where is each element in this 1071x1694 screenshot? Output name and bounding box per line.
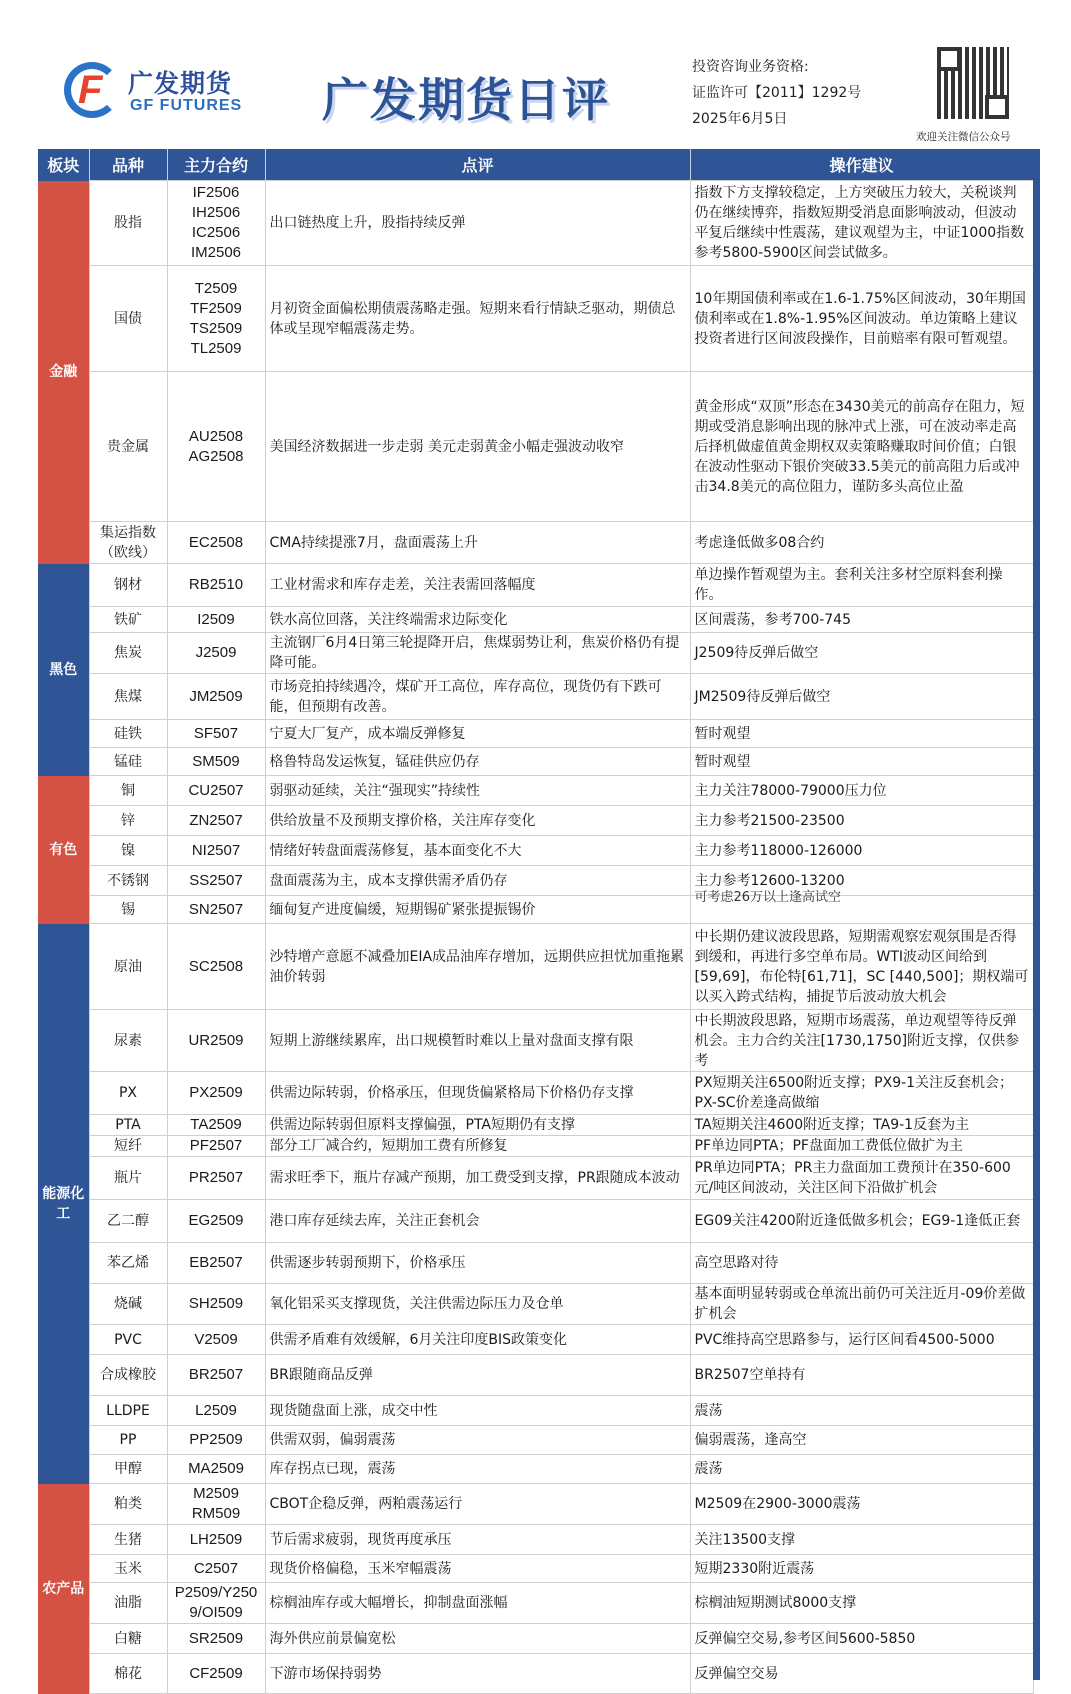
table-row [38, 1396, 1033, 1426]
comment-cell: 主流钢厂6月4日第三轮提降开启，焦煤弱势让利，焦炭价格仍有提降可能。 [265, 633, 690, 674]
comment-cell: 下游市场保持弱势 [265, 1654, 690, 1694]
variety-cell: 合成橡胶 [89, 1355, 167, 1396]
variety-cell: 集运指数（欧线） [89, 522, 167, 564]
contract-cell: AU2508 AG2508 [167, 372, 265, 522]
table-row [38, 1484, 1033, 1525]
advice-cell: 黄金形成“双顶”形态在3430美元的前高存在阻力，短期或受消息影响出现的脉冲式上涨，可在波动率走高后择机做虚值黄金期权双卖策略赚取时间价值；白银在波动性驱动下银价突破33.5美元的前高阻力后或冲击34.8美元的高位阻力，谨防多头高位止盈 [690, 372, 1033, 522]
variety-cell: PX [89, 1072, 167, 1115]
table-row [38, 633, 1033, 674]
variety-cell: 玉米 [89, 1555, 167, 1583]
comment-cell: 现货随盘面上涨，成交中性 [265, 1396, 690, 1426]
advice-cell: PVC维持高空思路参与，运行区间看4500-5000 [690, 1325, 1033, 1355]
advice-cell: 棕榈油短期测试8000支撑 [690, 1583, 1033, 1624]
advice-cell: PF单边同PTA；PF盘面加工费低位做扩为主 [690, 1136, 1033, 1157]
contract-cell: EB2507 [167, 1243, 265, 1284]
variety-cell: PVC [89, 1325, 167, 1355]
advice-cell: 10年期国债利率或在1.6-1.75%区间波动，30年期国债利率或在1.8%-1.95%区间波动。单边策略上建议投资者进行区间波段操作，目前赔率有限可暂观望。 [690, 266, 1033, 372]
contract-cell: SM509 [167, 748, 265, 776]
contract-cell: ZN2507 [167, 806, 265, 836]
advice-cell: 指数下方支撑较稳定，上方突破压力较大，关税谈判仍在继续博弈，指数短期受消息面影响波动，但波动平复后继续中性震荡，建议观望为主，中证1000指数参考5800-5900区间尝试做多。 [690, 181, 1033, 266]
variety-cell: 焦炭 [89, 633, 167, 674]
advice-text: 可考虑26万以上逢高试空 [694, 890, 842, 905]
table-row [38, 1455, 1033, 1484]
page-title: 广发期货日评 [322, 73, 610, 127]
col-contract: 主力合约 [167, 149, 265, 181]
sector-cell: 金融 [38, 181, 89, 564]
qualification-label: 投资咨询业务资格: [692, 59, 809, 75]
daily-review-table [38, 149, 1034, 1694]
gf-futures-logo [64, 62, 254, 122]
advice-cell: PR单边同PTA；PR主力盘面加工费预计在350-600元/吨区间波动，关注区间下沿做扩机会 [690, 1157, 1033, 1200]
table-row [38, 836, 1033, 866]
sector-cell: 能源化工 [38, 924, 89, 1484]
right-border [1033, 149, 1040, 1680]
contract-cell: J2509 [167, 633, 265, 674]
comment-cell: 弱驱动延续，关注“强现实”持续性 [265, 776, 690, 806]
comment-cell: 盘面震荡为主，成本支撑供需矛盾仍存 [265, 866, 690, 896]
variety-cell: 不锈钢 [89, 866, 167, 896]
advice-cell: 主力关注78000-79000压力位 [690, 776, 1033, 806]
variety-cell: 焦煤 [89, 674, 167, 720]
report-date: 2025年6月5日 [692, 111, 788, 127]
table-row [38, 522, 1033, 564]
variety-cell: 钢材 [89, 564, 167, 607]
advice-cell: JM2509待反弹后做空 [690, 674, 1033, 720]
table-row [38, 1654, 1033, 1694]
col-sector: 板块 [38, 149, 89, 181]
advice-cell: 中长期波段思路，短期市场震荡，单边观望等待反弹机会。主力合约关注[1730,1750]附近支撑，仅供参考 [690, 1010, 1033, 1072]
contract-cell: SS2507 [167, 866, 265, 896]
contract-cell: L2509 [167, 1396, 265, 1426]
comment-cell: BR跟随商品反弹 [265, 1355, 690, 1396]
contract-cell: SH2509 [167, 1284, 265, 1325]
variety-cell: 烧碱 [89, 1284, 167, 1325]
advice-cell: 主力参考118000-126000 [690, 836, 1033, 866]
variety-cell: 国债 [89, 266, 167, 372]
variety-cell: 白糖 [89, 1624, 167, 1654]
contract-cell: EG2509 [167, 1200, 265, 1243]
contract-cell: CU2507 [167, 776, 265, 806]
variety-cell: PTA [89, 1115, 167, 1136]
table-row [38, 1284, 1033, 1325]
contract-cell: C2507 [167, 1555, 265, 1583]
table-row [38, 1243, 1033, 1284]
comment-cell: CMA持续提涨7月，盘面震荡上升 [265, 522, 690, 564]
advice-cell: 考虑逢低做多08合约 [690, 522, 1033, 564]
comment-cell: 库存拐点已现，震荡 [265, 1455, 690, 1484]
contract-cell: PP2509 [167, 1426, 265, 1455]
table-row [38, 1355, 1033, 1396]
advice-cell: M2509在2900-3000震荡 [690, 1484, 1033, 1525]
comment-cell: 缅甸复产进度偏缓，短期锡矿紧张提振锡价 [265, 896, 690, 924]
contract-cell: LH2509 [167, 1525, 265, 1555]
table-row [38, 924, 1033, 1010]
advice-cell: TA短期关注4600附近支撑；TA9-1反套为主 [690, 1115, 1033, 1136]
license-number: 证监许可【2011】1292号 [692, 85, 862, 101]
table-row [38, 1072, 1033, 1115]
advice-cell: 高空思路对待 [690, 1243, 1033, 1284]
advice-cell: 基本面明显转弱或仓单流出前仍可关注近月-09价差做扩机会 [690, 1284, 1033, 1325]
comment-cell: 港口库存延续去库，关注正套机会 [265, 1200, 690, 1243]
qr-caption: 欢迎关注微信公众号 [916, 131, 1011, 143]
variety-cell: 铁矿 [89, 607, 167, 633]
table-row [38, 1200, 1033, 1243]
contract-cell: TA2509 [167, 1115, 265, 1136]
table-row [38, 748, 1033, 776]
advice-cell: 暂时观望 [690, 748, 1033, 776]
advice-cell: 单边操作暂观望为主。套利关注多材空原料套利操作。 [690, 564, 1033, 607]
variety-cell: 硅铁 [89, 720, 167, 748]
col-comment: 点评 [265, 149, 690, 181]
table-row [38, 266, 1033, 372]
variety-cell: 瓶片 [89, 1157, 167, 1200]
contract-cell: M2509 RM509 [167, 1484, 265, 1525]
variety-cell: 镍 [89, 836, 167, 866]
logo-en: GF FUTURES [130, 97, 243, 114]
table-row [38, 1157, 1033, 1200]
comment-cell: 宁夏大厂复产，成本端反弹修复 [265, 720, 690, 748]
advice-cell: BR2507空单持有 [690, 1355, 1033, 1396]
variety-cell: 生猪 [89, 1525, 167, 1555]
table-row [38, 1555, 1033, 1583]
comment-cell: 情绪好转盘面震荡修复，基本面变化不大 [265, 836, 690, 866]
table-row [38, 1525, 1033, 1555]
table-row [38, 1136, 1033, 1157]
advice-cell: 短期2330附近震荡 [690, 1555, 1033, 1583]
comment-cell: 短期上游继续累库，出口规模暂时难以上量对盘面支撑有限 [265, 1010, 690, 1072]
contract-cell: UR2509 [167, 1010, 265, 1072]
table-row [38, 564, 1033, 607]
comment-cell: CBOT企稳反弹，两粕震荡运行 [265, 1484, 690, 1525]
contract-cell: T2509 TF2509 TS2509 TL2509 [167, 266, 265, 372]
contract-cell: SC2508 [167, 924, 265, 1010]
comment-cell: 节后需求疲弱，现货再度承压 [265, 1525, 690, 1555]
col-variety: 品种 [89, 149, 167, 181]
advice-cell [690, 890, 1033, 924]
comment-cell: 工业材需求和库存走差，关注表需回落幅度 [265, 564, 690, 607]
table-row [38, 1010, 1033, 1072]
table-row [38, 806, 1033, 836]
sector-cell: 有色 [38, 776, 89, 924]
comment-cell: 供需矛盾难有效缓解，6月关注印度BIS政策变化 [265, 1325, 690, 1355]
contract-cell: SR2509 [167, 1624, 265, 1654]
contract-cell: PR2507 [167, 1157, 265, 1200]
advice-cell: 偏弱震荡，逢高空 [690, 1426, 1033, 1455]
contract-cell: RB2510 [167, 564, 265, 607]
contract-cell: JM2509 [167, 674, 265, 720]
variety-cell: 甲醇 [89, 1455, 167, 1484]
variety-cell: 油脂 [89, 1583, 167, 1624]
variety-cell: 贵金属 [89, 372, 167, 522]
table-row [38, 181, 1033, 266]
variety-cell: 粕类 [89, 1484, 167, 1525]
contract-cell: CF2509 [167, 1654, 265, 1694]
advice-cell: 震荡 [690, 1396, 1033, 1426]
advice-cell: 中长期仍建议波段思路，短期需观察宏观氛围是否得到缓和，再进行多空单布局。WTI波动区间给到[59,69]，布伦特[61,71]，SC [440,500]；期权端可以买入跨式结构，捕捉节后波动放大机会 [690, 924, 1033, 1010]
table-row [38, 1583, 1033, 1624]
contract-cell: P2509/Y2509/OI509 [167, 1583, 265, 1624]
table-row [38, 1115, 1033, 1136]
comment-cell: 海外供应前景偏宽松 [265, 1624, 690, 1654]
comment-cell: 市场竞拍持续遇冷，煤矿开工高位，库存高位，现货仍有下跌可能，但预期有改善。 [265, 674, 690, 720]
sector-cell: 黑色 [38, 564, 89, 776]
comment-cell: 氧化铝采买支撑现货，关注供需边际压力及仓单 [265, 1284, 690, 1325]
logo-cn: 广发期货 [128, 69, 233, 98]
variety-cell: 股指 [89, 181, 167, 266]
contract-cell: I2509 [167, 607, 265, 633]
variety-cell: 锌 [89, 806, 167, 836]
variety-cell: 锡 [89, 896, 167, 924]
table-row [38, 1325, 1033, 1355]
advice-cell: 反弹偏空交易,参考区间5600-5850 [690, 1624, 1033, 1654]
comment-cell: 供需双弱，偏弱震荡 [265, 1426, 690, 1455]
logo-f-icon: F [78, 68, 103, 112]
qualification-info [692, 54, 861, 132]
advice-cell: 主力参考21500-23500 [690, 806, 1033, 836]
advice-cell: EG09关注4200附近逢低做多机会；EG9-1逢低正套 [690, 1200, 1033, 1243]
table-row [38, 607, 1033, 633]
variety-cell: 铜 [89, 776, 167, 806]
sector-cell: 农产品 [38, 1484, 89, 1694]
advice-cell: 主力参考12600-13200 [690, 866, 1033, 896]
table-row [38, 1426, 1033, 1455]
table-row [38, 896, 1033, 924]
variety-cell: 短纤 [89, 1136, 167, 1157]
contract-cell: PX2509 [167, 1072, 265, 1115]
table-row [38, 866, 1033, 896]
comment-cell: 格鲁特岛发运恢复，锰硅供应仍存 [265, 748, 690, 776]
contract-cell: SF507 [167, 720, 265, 748]
advice-cell: 区间震荡，参考700-745 [690, 607, 1033, 633]
advice-cell: 关注13500支撑 [690, 1525, 1033, 1555]
wechat-qr-code [937, 47, 1009, 119]
advice-cell: PX短期关注6500附近支撑；PX9-1关注反套机会；PX-SC价差逢高做缩 [690, 1072, 1033, 1115]
variety-cell: 尿素 [89, 1010, 167, 1072]
col-advice: 操作建议 [690, 149, 1033, 181]
table-row [38, 674, 1033, 720]
variety-cell: 乙二醇 [89, 1200, 167, 1243]
comment-cell: 出口链热度上升，股指持续反弹 [265, 181, 690, 266]
advice-cell: 暂时观望 [690, 720, 1033, 748]
comment-cell: 需求旺季下，瓶片存减产预期，加工费受到支撑，PR跟随成本波动 [265, 1157, 690, 1200]
contract-cell: PF2507 [167, 1136, 265, 1157]
contract-cell: NI2507 [167, 836, 265, 866]
variety-cell: LLDPE [89, 1396, 167, 1426]
contract-cell: IF2506 IH2506 IC2506 IM2506 [167, 181, 265, 266]
table-row [38, 720, 1033, 748]
comment-cell: 部分工厂减合约，短期加工费有所修复 [265, 1136, 690, 1157]
contract-cell: SN2507 [167, 896, 265, 924]
advice-cell: 反弹偏空交易 [690, 1654, 1033, 1694]
variety-cell: PP [89, 1426, 167, 1455]
table-row [38, 776, 1033, 806]
contract-cell: BR2507 [167, 1355, 265, 1396]
contract-cell: V2509 [167, 1325, 265, 1355]
table-header-row [38, 149, 1033, 181]
comment-cell: 月初资金面偏松期债震荡略走强。短期来看行情缺乏驱动，期债总体或呈现窄幅震荡走势。 [265, 266, 690, 372]
variety-cell: 棉花 [89, 1654, 167, 1694]
comment-cell: 供给放量不及预期支撑价格，关注库存变化 [265, 806, 690, 836]
table-row [38, 1624, 1033, 1654]
variety-cell: 原油 [89, 924, 167, 1010]
advice-cell: J2509待反弹后做空 [690, 633, 1033, 674]
table-row [38, 372, 1033, 522]
comment-cell: 美国经济数据进一步走弱 美元走弱黄金小幅走强波动收窄 [265, 372, 690, 522]
comment-cell: 现货价格偏稳，玉米窄幅震荡 [265, 1555, 690, 1583]
comment-cell: 供需逐步转弱预期下，价格承压 [265, 1243, 690, 1284]
contract-cell: EC2508 [167, 522, 265, 564]
contract-cell: MA2509 [167, 1455, 265, 1484]
advice-cell: 震荡 [690, 1455, 1033, 1484]
comment-cell: 棕榈油库存或大幅增长，抑制盘面涨幅 [265, 1583, 690, 1624]
variety-cell: 锰硅 [89, 748, 167, 776]
comment-cell: 供需边际转弱但原料支撑偏强，PTA短期仍有支撑 [265, 1115, 690, 1136]
comment-cell: 沙特增产意愿不减叠加EIA成品油库存增加，远期供应担忧加重拖累油价转弱 [265, 924, 690, 1010]
comment-cell: 供需边际转弱，价格承压，但现货偏紧格局下价格仍存支撑 [265, 1072, 690, 1115]
variety-cell: 苯乙烯 [89, 1243, 167, 1284]
comment-cell: 铁水高位回落，关注终端需求边际变化 [265, 607, 690, 633]
